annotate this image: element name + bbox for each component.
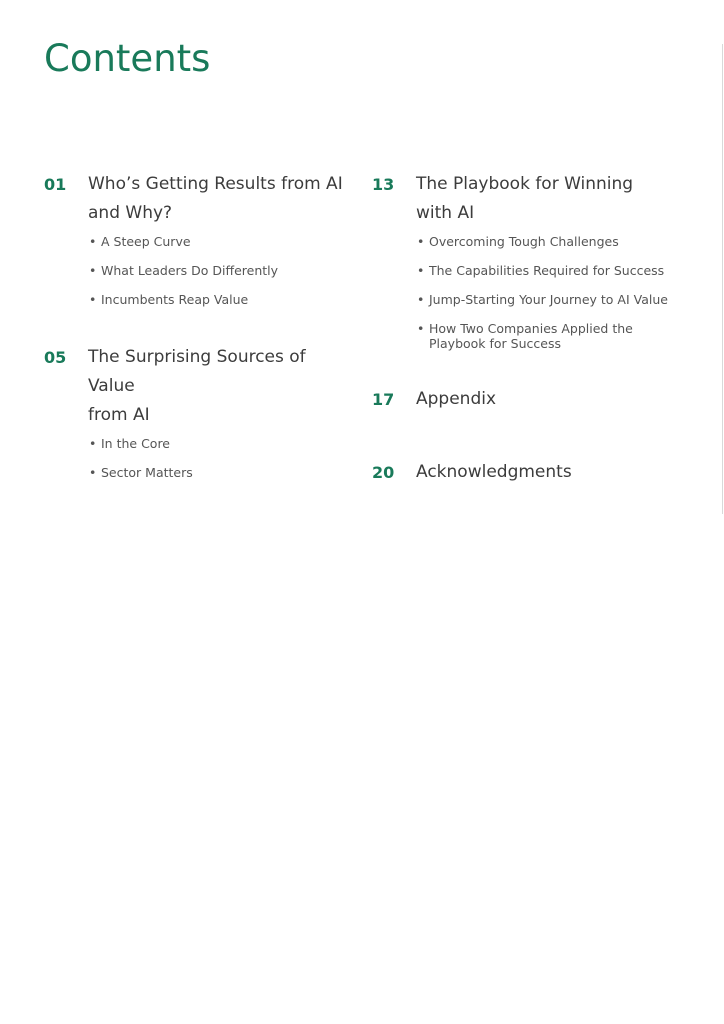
- section-number: 17: [372, 390, 395, 409]
- subsection-list: [88, 234, 354, 307]
- subsection-item[interactable]: • Overcoming Tough Challenges: [416, 234, 682, 249]
- toc-section-13[interactable]: [372, 170, 682, 351]
- section-heading-line: The Playbook for Winning: [416, 174, 634, 194]
- section-heading[interactable]: [416, 458, 682, 487]
- subsection-item[interactable]: • What Leaders Do Differently: [88, 263, 354, 278]
- section-number: 05: [44, 348, 67, 367]
- toc-left-column: [44, 170, 354, 494]
- section-heading-line: Who’s Getting Results from AI: [88, 174, 343, 194]
- section-heading-line: Acknowledgments: [416, 462, 572, 482]
- subsection-list: [416, 234, 682, 351]
- toc-right-column: [372, 170, 682, 487]
- toc-section-17[interactable]: [372, 385, 682, 414]
- toc-section-01[interactable]: [44, 170, 354, 307]
- section-heading[interactable]: [88, 343, 354, 430]
- subsection-item[interactable]: • Sector Matters: [88, 465, 354, 480]
- section-number: 20: [372, 463, 395, 482]
- section-number: 01: [44, 175, 67, 194]
- section-heading-line: from AI: [88, 405, 150, 425]
- toc-section-20[interactable]: [372, 458, 682, 487]
- subsection-item[interactable]: • A Steep Curve: [88, 234, 354, 249]
- subsection-item[interactable]: • The Capabilities Required for Success: [416, 263, 682, 278]
- subsection-item[interactable]: • Jump-Starting Your Journey to AI Value: [416, 292, 682, 307]
- section-heading-line: Appendix: [416, 389, 497, 409]
- page-edge-divider: [722, 44, 723, 514]
- toc-section-05[interactable]: [44, 343, 354, 480]
- subsection-item[interactable]: • In the Core: [88, 436, 354, 451]
- subsection-item[interactable]: • How Two Companies Applied the Playbook for Success: [416, 321, 659, 351]
- section-heading[interactable]: [88, 170, 354, 228]
- page-title: Contents: [44, 37, 211, 80]
- subsection-list: [88, 436, 354, 480]
- section-heading-line: and Why?: [88, 203, 173, 223]
- section-number: 13: [372, 175, 395, 194]
- section-heading[interactable]: [416, 385, 682, 414]
- section-heading-line: with AI: [416, 203, 475, 223]
- section-heading-line: The Surprising Sources of Value: [88, 347, 306, 396]
- section-heading[interactable]: [416, 170, 682, 228]
- subsection-item[interactable]: • Incumbents Reap Value: [88, 292, 354, 307]
